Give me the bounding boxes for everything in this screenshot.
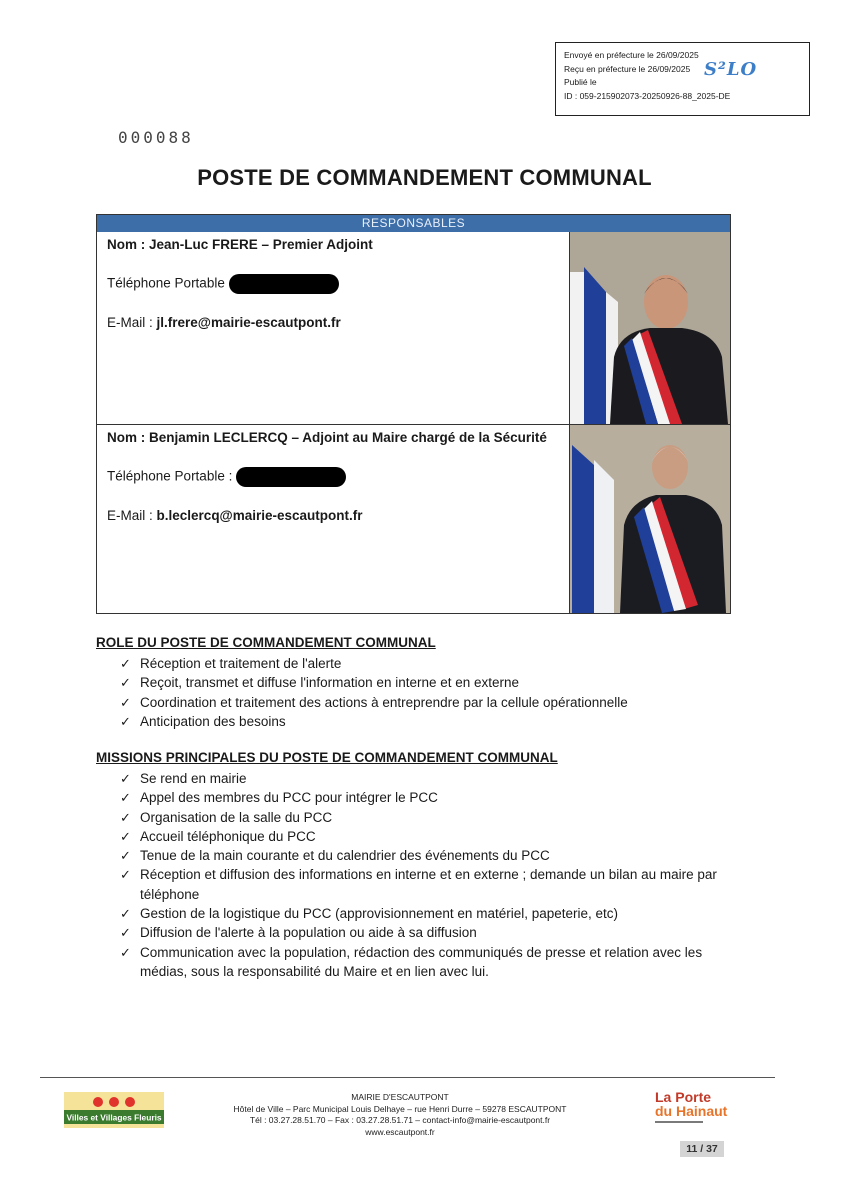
list-item bbox=[118, 654, 758, 673]
responsable-phone bbox=[107, 274, 562, 294]
list-item bbox=[118, 943, 730, 982]
villes-logo-text: Villes et Villages Fleuris bbox=[66, 1112, 162, 1123]
list-item-text: Se rend en mairie bbox=[140, 771, 247, 786]
list-item bbox=[118, 673, 758, 692]
check-icon: ✓ bbox=[120, 848, 131, 864]
prefecture-stamp bbox=[555, 42, 810, 116]
responsable-name: Nom : Benjamin LECLERCQ – Adjoint au Maire chargé de la Sécurité bbox=[107, 430, 547, 445]
footer-contact: Tél : 03.27.28.51.70 – Fax : 03.27.28.51.71 – contact-info@mairie-escautpont.fr bbox=[249, 1115, 551, 1125]
list-item-text: Communication avec la population, rédaction des communiqués de presse et relation avec les médias, sous la responsabilité du Maire et en lien avec lui. bbox=[140, 944, 703, 979]
list-item-text: Anticipation des besoins bbox=[140, 713, 286, 729]
list-item bbox=[118, 846, 730, 865]
list-item bbox=[118, 827, 730, 846]
list-item bbox=[118, 865, 730, 904]
porte-hainaut-logo bbox=[655, 1090, 745, 1123]
list-item bbox=[118, 788, 730, 807]
responsable-email bbox=[107, 314, 562, 332]
redacted-phone bbox=[229, 274, 339, 294]
stamp-id: ID : 059-215902073-20250926-88_2025-DE bbox=[564, 90, 731, 101]
stamp-signature: S²LO bbox=[704, 59, 758, 80]
responsable-phone bbox=[107, 467, 562, 487]
stamp-publie: Publié le bbox=[564, 77, 597, 87]
list-item bbox=[118, 808, 730, 827]
check-icon: ✓ bbox=[120, 809, 131, 825]
email-value: b.leclercq@mairie-escautpont.fr bbox=[156, 508, 363, 523]
footer-address-block bbox=[180, 1092, 620, 1138]
check-icon: ✓ bbox=[120, 713, 131, 729]
footer-org: MAIRIE D'ESCAUTPONT bbox=[351, 1092, 449, 1102]
responsable-row bbox=[97, 425, 730, 613]
list-item-text: Appel des membres du PCC pour intégrer le PCC bbox=[140, 790, 438, 806]
check-icon: ✓ bbox=[120, 694, 131, 710]
document-number: 000088 bbox=[118, 128, 194, 147]
list-item-text: Reçoit, transmet et diffuse l'information en interne et en externe bbox=[140, 675, 520, 691]
footer-address: Hôtel de Ville – Parc Municipal Louis Delhaye – rue Henri Durre – 59278 ESCAUTPONT bbox=[233, 1103, 567, 1114]
list-item-text: Réception et diffusion des informations en interne et en externe ; demande un bilan au maire par téléphone bbox=[140, 867, 717, 902]
responsable-info bbox=[107, 429, 562, 545]
list-item bbox=[118, 712, 758, 731]
responsables-table bbox=[96, 214, 731, 614]
check-icon: ✓ bbox=[120, 867, 131, 883]
portrait-photo bbox=[569, 425, 730, 613]
phone-label: Téléphone Portable bbox=[107, 275, 225, 291]
email-value: jl.frere@mairie-escautpont.fr bbox=[156, 315, 341, 330]
list-item-text: Coordination et traitement des actions à entreprendre par la cellule opérationnelle bbox=[140, 694, 628, 710]
footer-web: www.escautpont.fr bbox=[365, 1126, 435, 1137]
porte-logo-line2: du Hainaut bbox=[655, 1103, 728, 1119]
list-item-text: Accueil téléphonique du PCC bbox=[140, 828, 316, 844]
missions-title: MISSIONS PRINCIPALES DU POSTE DE COMMANDEMENT COMMUNAL bbox=[96, 750, 558, 765]
list-item-text: Réception et traitement de l'alerte bbox=[140, 656, 342, 671]
list-item-text: Tenue de la main courante et du calendrier des événements du PCC bbox=[140, 848, 550, 864]
list-item-text: Gestion de la logistique du PCC (approvisionnement en matériel, papeterie, etc) bbox=[140, 906, 619, 922]
check-icon: ✓ bbox=[120, 790, 131, 806]
check-icon: ✓ bbox=[120, 925, 131, 941]
list-item bbox=[118, 693, 758, 712]
porte-logo-bar bbox=[655, 1121, 703, 1123]
check-icon: ✓ bbox=[120, 944, 131, 960]
phone-label: Téléphone Portable : bbox=[107, 468, 233, 484]
check-icon: ✓ bbox=[120, 656, 131, 671]
responsable-name: Nom : Jean-Luc FRERE – Premier Adjoint bbox=[107, 237, 373, 252]
responsable-info bbox=[107, 236, 562, 352]
stamp-envoye: Envoyé en préfecture le 26/09/2025 bbox=[564, 50, 699, 60]
responsables-header: RESPONSABLES bbox=[97, 215, 730, 232]
stamp-recu: Reçu en préfecture le 26/09/2025 bbox=[564, 63, 691, 74]
list-item-text: Organisation de la salle du PCC bbox=[140, 809, 333, 825]
role-list bbox=[118, 654, 758, 731]
responsable-email bbox=[107, 507, 562, 525]
check-icon: ✓ bbox=[120, 675, 131, 691]
check-icon: ✓ bbox=[120, 828, 131, 844]
footer-divider bbox=[40, 1077, 775, 1078]
page-title: POSTE DE COMMANDEMENT COMMUNAL bbox=[197, 165, 652, 190]
email-label: E-Mail : bbox=[107, 315, 153, 330]
page-number: 11 / 37 bbox=[680, 1141, 724, 1157]
responsable-row bbox=[97, 232, 730, 425]
list-item bbox=[118, 923, 730, 942]
villes-fleuries-logo bbox=[64, 1092, 164, 1128]
redacted-phone bbox=[236, 467, 346, 487]
check-icon: ✓ bbox=[120, 906, 131, 922]
porte-logo-line1: La Porte bbox=[655, 1089, 712, 1105]
role-title: ROLE DU POSTE DE COMMANDEMENT COMMUNAL bbox=[96, 635, 436, 650]
list-item bbox=[118, 769, 730, 788]
list-item-text: Diffusion de l'alerte à la population ou aide à sa diffusion bbox=[140, 925, 477, 941]
missions-list bbox=[118, 769, 730, 981]
list-item bbox=[118, 904, 730, 923]
portrait-photo bbox=[569, 232, 730, 424]
email-label: E-Mail : bbox=[107, 508, 153, 523]
check-icon: ✓ bbox=[120, 771, 131, 786]
